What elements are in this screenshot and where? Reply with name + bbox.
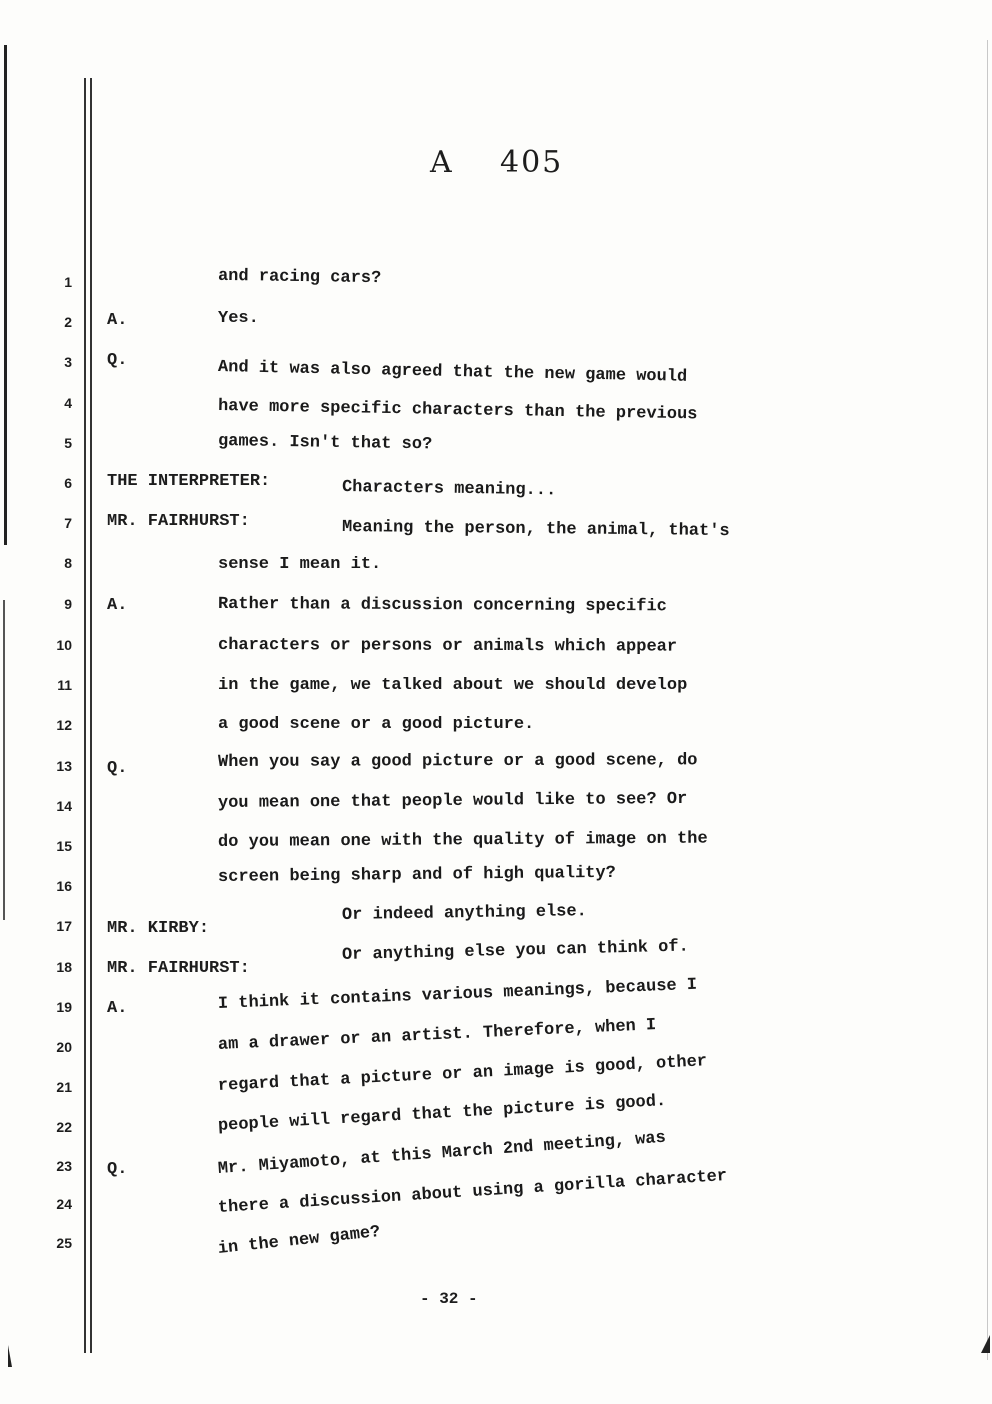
transcript-text: sense I mean it. bbox=[218, 555, 382, 574]
speaker-label: MR. FAIRHURST: bbox=[107, 959, 250, 978]
speaker-label: THE INTERPRETER: bbox=[107, 472, 271, 491]
line-number: 21 bbox=[56, 1079, 72, 1095]
transcript-text: Meaning the person, the animal, that's bbox=[341, 518, 730, 542]
transcript-text: there a discussion about using a gorilla character bbox=[217, 1166, 728, 1218]
transcript-text: have more specific characters than the previous bbox=[217, 397, 698, 425]
transcript-text: When you say a good picture or a good scene, do bbox=[217, 751, 698, 772]
line-number: 2 bbox=[64, 314, 72, 330]
line-number: 3 bbox=[64, 354, 72, 370]
header-letter: A bbox=[430, 145, 454, 180]
line-number: 18 bbox=[56, 959, 72, 975]
transcript-text: Or indeed anything else. bbox=[341, 902, 587, 925]
speaker-label: Q. bbox=[107, 759, 128, 778]
transcript-text: games. Isn't that so? bbox=[217, 432, 433, 455]
line-number: 20 bbox=[56, 1039, 72, 1055]
line-number: 11 bbox=[57, 677, 72, 693]
line-number: 23 bbox=[56, 1158, 72, 1174]
transcript-text: people will regard that the picture is good. bbox=[217, 1091, 667, 1136]
line-number: 10 bbox=[56, 637, 72, 653]
transcript-text: Mr. Miyamoto, at this March 2nd meeting, was bbox=[217, 1128, 667, 1179]
margin-rule-left bbox=[84, 78, 86, 1353]
transcript-text: do you mean one with the quality of image on the bbox=[217, 829, 708, 852]
transcript-text: Rather than a discussion concerning specific bbox=[217, 595, 667, 617]
line-number: 9 bbox=[64, 596, 72, 612]
speaker-label: A. bbox=[107, 999, 128, 1018]
scan-corner-mark-left bbox=[8, 1345, 20, 1367]
line-number: 15 bbox=[56, 838, 72, 854]
speaker-label: MR. KIRBY: bbox=[107, 919, 210, 938]
transcript-text: regard that a picture or an image is good, other bbox=[217, 1052, 708, 1096]
transcript-text: screen being sharp and of high quality? bbox=[217, 863, 616, 887]
transcript-text: in the new game? bbox=[217, 1222, 382, 1259]
transcript-text: Or anything else you can think of. bbox=[341, 937, 689, 965]
line-number: 22 bbox=[56, 1119, 72, 1135]
page-edge-shadow-lower bbox=[3, 600, 5, 920]
line-number: 19 bbox=[56, 999, 72, 1015]
page-edge-shadow bbox=[4, 45, 7, 545]
page-edge-right bbox=[987, 40, 988, 1360]
transcript-text: characters or persons or animals which appear bbox=[217, 636, 678, 657]
transcript-text: am a drawer or an artist. Therefore, when I bbox=[217, 1016, 657, 1055]
scan-corner-mark-right bbox=[981, 1335, 990, 1353]
transcript-text: a good scene or a good picture. bbox=[218, 715, 535, 734]
speaker-label: A. bbox=[107, 596, 128, 615]
transcript-text: Characters meaning... bbox=[341, 478, 557, 501]
margin-rule-right bbox=[90, 78, 92, 1353]
line-number: 1 bbox=[64, 274, 72, 290]
transcript-text: And it was also agreed that the new game would bbox=[217, 358, 688, 387]
speaker-label: Q. bbox=[107, 1160, 128, 1179]
line-number: 6 bbox=[64, 475, 72, 491]
speaker-label: Q. bbox=[107, 351, 128, 370]
speaker-label: MR. FAIRHURST: bbox=[107, 512, 250, 531]
transcript-text: I think it contains various meanings, because I bbox=[217, 975, 698, 1014]
speaker-label: A. bbox=[107, 311, 128, 330]
transcript-text: in the game, we talked about we should develop bbox=[218, 676, 688, 695]
line-number: 24 bbox=[56, 1196, 72, 1212]
line-number: 7 bbox=[64, 515, 72, 531]
page-header bbox=[430, 145, 563, 180]
transcript-text: and racing cars? bbox=[217, 266, 382, 289]
line-number: 16 bbox=[56, 878, 72, 894]
line-number: 12 bbox=[56, 717, 72, 733]
line-number: 8 bbox=[64, 555, 72, 571]
line-number: 13 bbox=[56, 758, 72, 774]
line-number: 17 bbox=[56, 918, 72, 934]
line-number: 25 bbox=[56, 1235, 72, 1251]
transcript-text: Yes. bbox=[218, 309, 259, 328]
line-number: 14 bbox=[56, 798, 72, 814]
header-page-code: 405 bbox=[500, 145, 564, 180]
transcript-text: you mean one that people would like to see? Or bbox=[217, 789, 688, 813]
line-number: 4 bbox=[64, 395, 72, 411]
page-number: - 32 - bbox=[420, 1290, 478, 1308]
line-number: 5 bbox=[64, 435, 72, 451]
